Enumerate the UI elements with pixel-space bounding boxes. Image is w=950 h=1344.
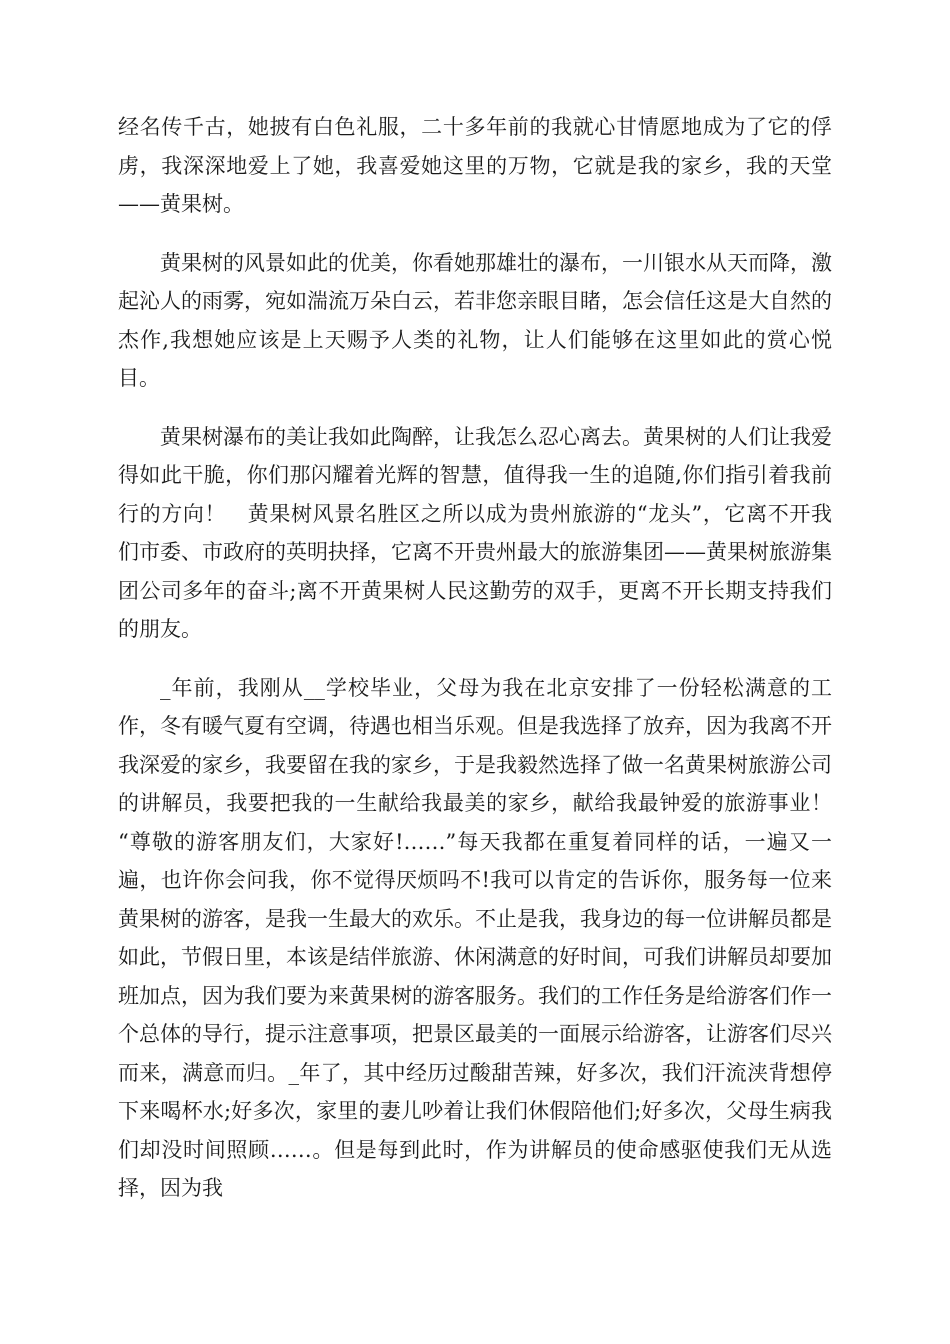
paragraph-2: 黄果树的风景如此的优美，你看她那雄壮的瀑布，一川银水从天而降，激起沁人的雨雾，宛如湍流万朵白云，若非您亲眼目睹，怎会信任这是大自然的杰作,我想她应该是上天赐予人类的礼物，让人们能够在这里如此的赏心悦目。 bbox=[118, 250, 832, 390]
paragraph-1: 经名传千古，她披有白色礼服，二十多年前的我就心甘情愿地成为了它的俘虏，我深深地爱上了她，我喜爱她这里的万物，它就是我的家乡，我的天堂——黄果树。 bbox=[118, 115, 832, 216]
document-body bbox=[118, 108, 853, 1228]
paragraph-4: _年前，我刚从__学校毕业，父母为我在北京安排了一份轻松满意的工作，冬有暖气夏有空调，待遇也相当乐观。但是我选择了放弃，因为我离不开我深爱的家乡，我要留在我的家乡，于是我毅然选择了做一名黄果树旅游公司的讲解员，我要把我的一生献给我最美的家乡，献给我最钟爱的旅游事业！ “尊敬的游客朋友们，大家好!……”每天我都在重复着同样的话，一遍又一遍，也许你会问我，你不觉得厌烦吗不!我可以肯定的告诉你，服务每一位来黄果树的游客，是我一生最大的欢乐。不止是我，我身边的每一位讲解员都是如此，节假日里，本该是结伴旅游、休闲满意的好时间，可我们讲解员却要加班加点，因为我们要为来黄果树的游客服务。我们的工作任务是给游客们作一个总体的导行，提示注意事项，把景区最美的一面展示给游客，让游客们尽兴而来，满意而归。_年了，其中经历过酸甜苦辣，好多次，我们汗流浃背想停下来喝杯水;好多次，家里的妻儿吵着让我们休假陪他们;好多次，父母生病我们却没时间照顾……。但是每到此时，作为讲解员的使命感驱使我们无从选择，因为我 bbox=[118, 675, 853, 1200]
paragraph-3: 黄果树瀑布的美让我如此陶醉，让我怎么忍心离去。黄果树的人们让我爱得如此干脆，你们那闪耀着光辉的智慧，值得我一生的追随,你们指引着我前行的方向！ 黄果树风景名胜区之所以成为贵州旅游的“龙头”，它离不开我们市委、市政府的英明抉择，它离不开贵州最大的旅游集团——黄果树旅游集团公司多年的奋斗;离不开黄果树人民这勤劳的双手，更离不开长期支持我们的朋友。 bbox=[118, 424, 832, 641]
